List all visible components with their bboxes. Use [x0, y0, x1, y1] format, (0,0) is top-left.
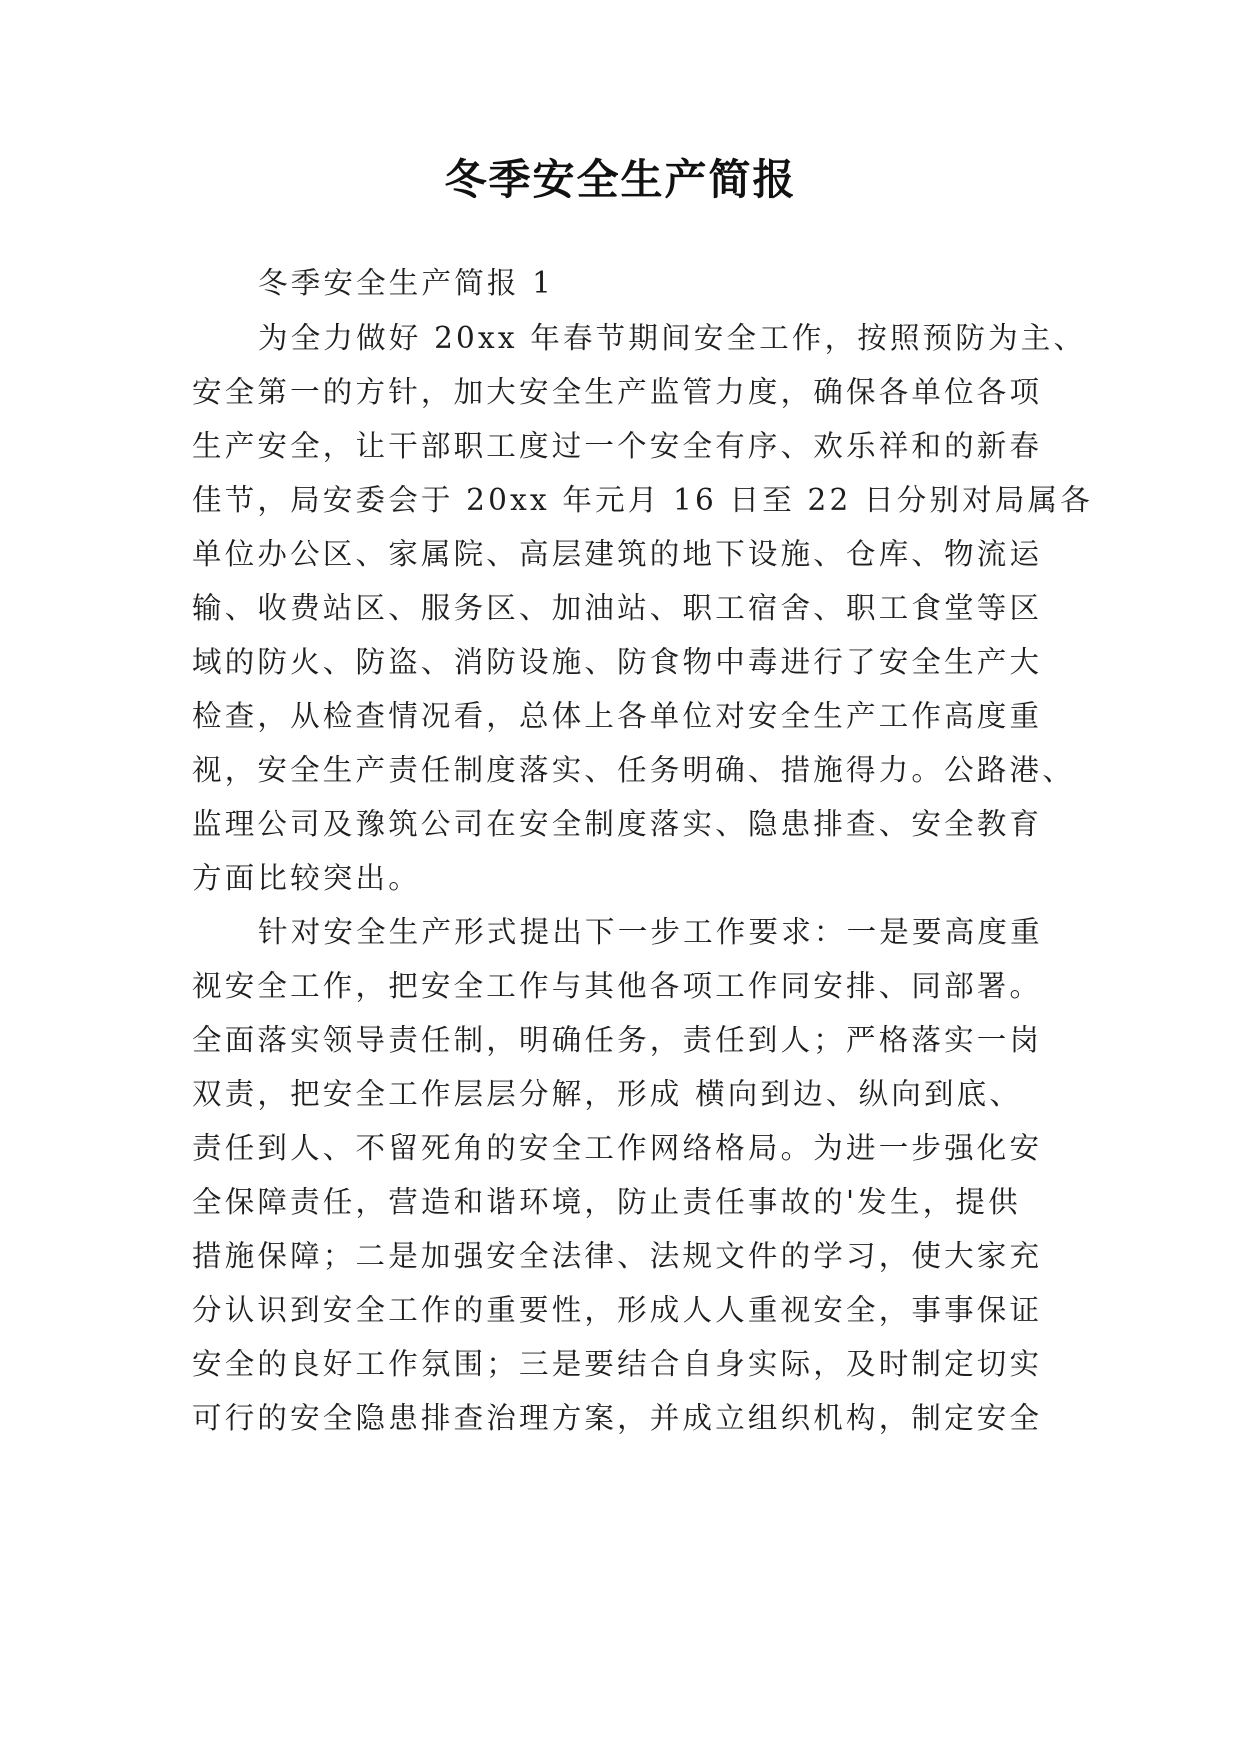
paragraph-2-line-7: 措施保障；二是加强安全法律、法规文件的学习，使大家充: [192, 1239, 1043, 1273]
paragraph-1-line-10: 监理公司及豫筑公司在安全制度落实、隐患排查、安全教育: [192, 807, 1043, 841]
paragraph-2-line-9: 安全的良好工作氛围；三是要结合自身实际，及时制定切实: [192, 1347, 1043, 1381]
paragraph-2-line-8: 分认识到安全工作的重要性，形成人人重视安全，事事保证: [192, 1293, 1043, 1327]
paragraph-1-line-6: 输、收费站区、服务区、加油站、职工宿舍、职工食堂等区: [192, 591, 1043, 625]
paragraph-2-line-1: 针对安全生产形式提出下一步工作要求：一是要高度重: [258, 915, 1043, 949]
paragraph-1-line-1: 为全力做好 20xx 年春节期间安全工作，按照预防为主、: [258, 321, 1087, 355]
paragraph-1-line-2: 安全第一的方针，加大安全生产监管力度，确保各单位各项: [192, 375, 1043, 409]
paragraph-2-line-3: 全面落实领导责任制，明确任务，责任到人；严格落实一岗: [192, 1023, 1043, 1057]
paragraph-2-line-6: 全保障责任，营造和谐环境，防止责任事故的'发生，提供: [192, 1185, 1021, 1219]
paragraph-1-line-9: 视，安全生产责任制度落实、任务明确、措施得力。公路港、: [192, 753, 1075, 787]
paragraph-1-line-11: 方面比较突出。: [192, 861, 421, 895]
paragraph-1-line-7: 域的防火、防盗、消防设施、防食物中毒进行了安全生产大: [192, 645, 1043, 679]
paragraph-1-line-5: 单位办公区、家属院、高层建筑的地下设施、仓库、物流运: [192, 537, 1043, 571]
paragraph-1-line-8: 检查，从检查情况看，总体上各单位对安全生产工作高度重: [192, 699, 1043, 733]
paragraph-1-line-3: 生产安全，让干部职工度过一个安全有序、欢乐祥和的新春: [192, 429, 1043, 463]
paragraph-2-line-2: 视安全工作，把安全工作与其他各项工作同安排、同部署。: [192, 969, 1043, 1003]
document-title: 冬季安全生产简报: [444, 155, 797, 204]
paragraph-2-line-4: 双责，把安全工作层层分解，形成 横向到边、纵向到底、: [192, 1077, 1023, 1111]
paragraph-2-line-5: 责任到人、不留死角的安全工作网络格局。为进一步强化安: [192, 1131, 1043, 1165]
paragraph-2-line-10: 可行的安全隐患排查治理方案，并成立组织机构，制定安全: [192, 1401, 1043, 1435]
paragraph-1-line-4: 佳节，局安委会于 20xx 年元月 16 日至 22 日分别对局属各: [192, 483, 1093, 517]
section-heading: 冬季安全生产简报 1: [258, 266, 555, 300]
